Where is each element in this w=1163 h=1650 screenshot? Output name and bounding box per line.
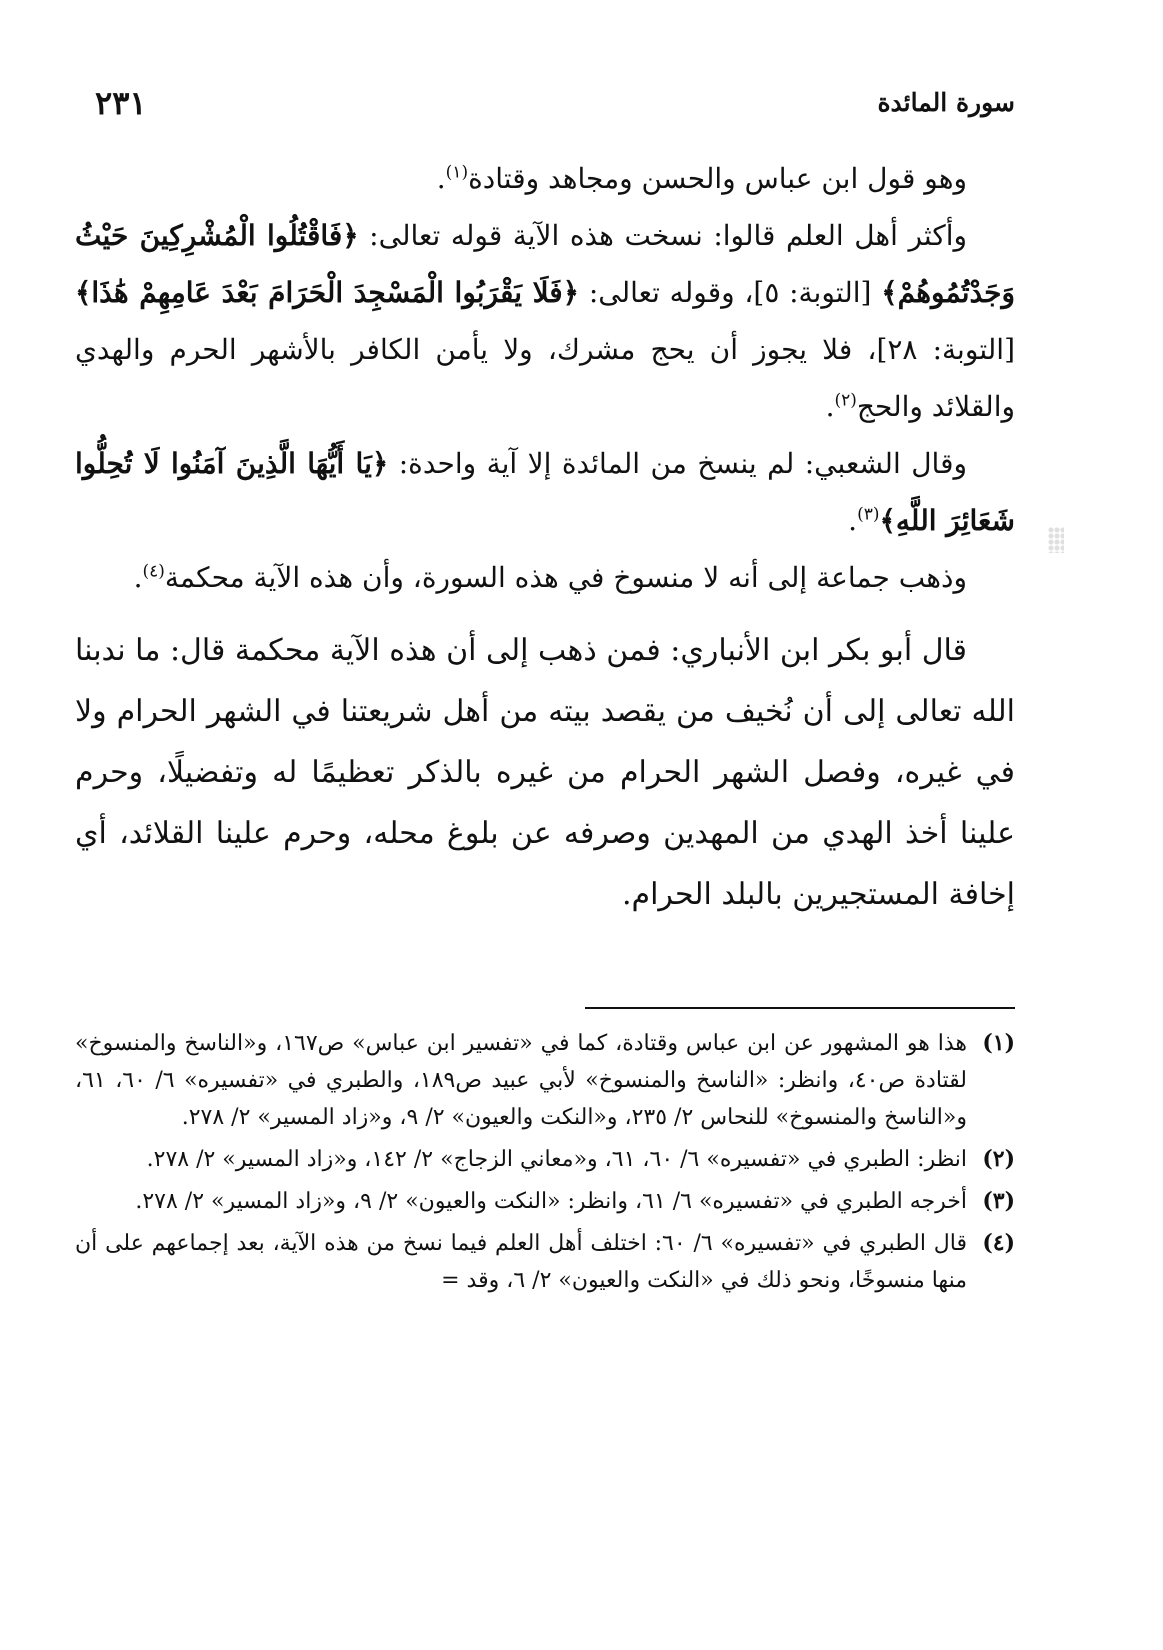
- footnote-number: (١): [982, 1030, 1015, 1056]
- footnote-ref: (٣): [857, 504, 880, 525]
- page-number: ٢٣١: [95, 84, 147, 122]
- footnote: [75, 1225, 1015, 1299]
- paragraph-text: [التوبة: ٢٨]، فلا يجوز أن يحج مشرك، ولا يأمن الكافر بالأشهر الحرم والهدي والقلائد والحج: [75, 333, 1015, 423]
- quran-verse: ﴿فَاقْتُلُوا الْمُشْرِكِينَ حَيْثُ وَجَدْتُمُوهُمْ﴾: [75, 219, 1016, 309]
- paragraph-text: وقال الشعبي: لم ينسخ من المائدة إلا آية واحدة:: [388, 447, 967, 480]
- paragraph: [75, 435, 1015, 549]
- paragraph: [75, 150, 1015, 207]
- footnote: [75, 1025, 1015, 1136]
- footnote-text: قال الطبري في «تفسيره» ٦/ ٦٠: اختلف أهل العلم فيما نسخ من هذه الآية، بعد إجماعهم على أن منها منسوخًا، ونحو ذلك في «النكت والعيون» ٢/ ٦، وقد =: [75, 1231, 967, 1293]
- footnote-number: (٤): [982, 1230, 1015, 1256]
- page-header: [75, 84, 1015, 128]
- book-page: [75, 0, 1015, 1650]
- footnote-text: أخرجه الطبري في «تفسيره» ٦/ ٦١، وانظر: «النكت والعيون» ٢/ ٩، و«زاد المسير» ٢/ ٢٧٨.: [135, 1189, 967, 1214]
- punctuation: .: [436, 162, 446, 195]
- paragraph: قال أبو بكر ابن الأنباري: فمن ذهب إلى أن هذه الآية محكمة قال: ما ندبنا الله تعالى إلى أن نُخيف من يقصد بيته من أهل شريعتنا في الشهر الحرام ولا في غيره، وفصل الشهر الحرام من غيره بالذكر تعظيمًا له وتفضيلًا، وحرم علينا أخذ الهدي من المهدين وصرفه عن بلوغ محله، وحرم علينا القلائد، أي إخافة المستجيرين بالبلد الحرام.: [75, 633, 1015, 912]
- quran-verse: ﴿يَا أَيُّهَا الَّذِينَ آمَنُوا لَا تُحِلُّوا شَعَائِرَ اللَّهِ﴾: [75, 447, 1015, 537]
- footnotes: [75, 1025, 1015, 1304]
- footnote: [75, 1183, 1015, 1220]
- footnote-number: (٣): [982, 1188, 1015, 1214]
- footnote-ref: (٢): [834, 390, 857, 411]
- paragraph: [75, 207, 1015, 435]
- footnote-separator: [585, 1007, 1015, 1009]
- footnote-ref: (١): [445, 162, 469, 183]
- paragraph-text: وذهب جماعة إلى أنه لا منسوخ في هذه السورة، وأن هذه الآية محكمة: [164, 561, 967, 594]
- footnote-number: (٢): [982, 1146, 1015, 1172]
- footnote-ref: (٤): [142, 561, 165, 582]
- paragraph: [75, 549, 1015, 606]
- paragraph-text: وأكثر أهل العلم قالوا: نسخت هذه الآية قوله تعالى:: [358, 219, 967, 252]
- sura-title: سورة المائدة: [877, 88, 1015, 117]
- punctuation: .: [825, 390, 835, 423]
- main-text: [75, 150, 1015, 925]
- punctuation: .: [133, 561, 143, 594]
- spacer: [75, 606, 1015, 620]
- quran-verse: ﴿فَلَا يَقْرَبُوا الْمَسْجِدَ الْحَرَامَ بَعْدَ عَامِهِمْ هَٰذَا﴾: [75, 276, 580, 309]
- footnote-text: انظر: الطبري في «تفسيره» ٦/ ٦٠، ٦١، و«معاني الزجاج» ٢/ ١٤٢، و«زاد المسير» ٢/ ٢٧٨.: [146, 1147, 967, 1172]
- paragraph-text: [التوبة: ٥]، وقوله تعالى:: [579, 276, 882, 309]
- paragraph-text: وهو قول ابن عباس والحسن ومجاهد وقتادة: [468, 162, 967, 195]
- footnote-text: هذا هو المشهور عن ابن عباس وقتادة، كما في «تفسير ابن عباس» ص١٦٧، و«الناسخ والمنسوخ» لقتادة ص٤٠، وانظر: «الناسخ والمنسوخ» لأبي عبيد ص١٨٩، والطبري في «تفسيره» ٦/ ٦٠، ٦١، و«الناسخ والمنسوخ» للنحاس ٢/ ٢٣٥، و«النكت والعيون» ٢/ ٩، و«زاد المسير» ٢/ ٢٧٨.: [75, 1031, 968, 1130]
- scan-speck: [1048, 527, 1064, 553]
- footnote: [75, 1141, 1015, 1178]
- punctuation: .: [848, 504, 858, 537]
